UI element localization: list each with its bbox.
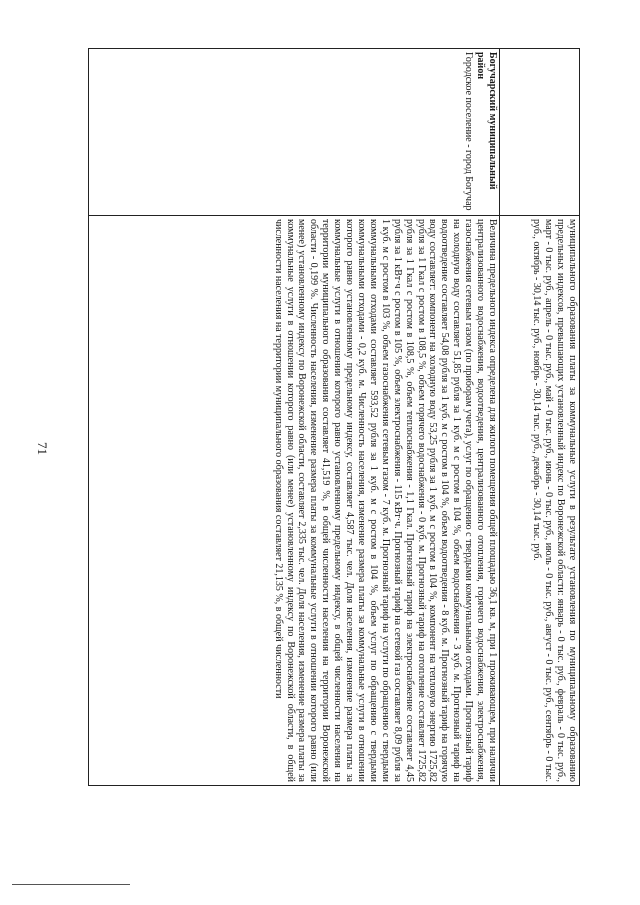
tariff-table [88,48,580,786]
scan-edge-line [12,884,130,885]
description-cell: муниципального образования платы за коммунальные услуги в результате установления по муниципальному образованию предельных индексов, превышающих установленный индекс по Воронежской области: январь - 0 тыс. руб., февраль - 0 тыс. руб., март - 0 тыс. руб., апрель - 0 тыс. руб., май - 0 тыс. руб., июнь - 0 тыс. руб., июль - 0 тыс. руб., август - 0 тыс. руб., сентябрь - 0 тыс. руб., октябрь - 30,14 тыс. руб., ноябрь - 30,14 тыс. руб., декабрь - 30,14 тыс. руб. [500,216,580,786]
municipality-cell [500,49,580,216]
municipality-cell [89,49,500,216]
description-cell: Величина предельного индекса определена для жилого помещения общей площадью 36,1 кв. м, при 1 проживающем, при наличии централизованного водоснабжения, водоотведения, централизованного отопления, горячего водоснабжения, электроснабжения, газоснабжения сетевым газом (по приборам учета), услуг по обращению с твердыми коммунальными отходами. Прогнозный тариф на холодную воду составляет 51,85 рубля за 1 куб. м с ростом в 104 %, объем водоснабжения - 3 куб. м. Прогнозный тариф на водоотведение составляет 54,08 рубля за 1 куб. м с ростом в 104 %, объем водоотведения - 8 куб. м. Прогнозный тариф на горячую воду составляет: компонент на холодную воду 53,25 рубля за 1 куб. м с ростом в 104 %, компонент на тепловую энергию 1725,82 рубля за 1 Гкал с ростом в 108,5 %, объем горячего водоснабжения - 0 куб. м. Прогнозный тариф на отопление составляет 1725,82 рубля за 1 Гкал с ростом в 108,5 %, объем теплоснабжения - 1,1 Гкал. Прогнозный тариф на электроснабжение составляет 4,45 рубля за 1 кВт·ч с ростом в 105 %, объем электроснабжения - 115 кВт·ч. Прогнозный тариф на сетевой газ составляет 8,09 рубля за 1 куб. м с ростом в 103 %, объем газоснабжения сетевым газом - 7 куб. м. Прогнозный тариф на услуги по обращению с твердыми коммунальными отходами составляет 593,52 рубля за 1 куб. м с ростом в 104 %, объем услуг по обращению с твердыми коммунальными отходами - 0,2 куб. м. Численность населения, изменение размера платы за коммунальные услуги в отношении которого равно установленному предельному индексу, составляет 4,587 тыс. чел. Доля населения, изменение размера платы за коммунальные услуги в отношении которого равно установленному предельному индексу, в общей численности населения на территории муниципального образования составляет 41,519 %, в общей численности населения на территории Воронежской области - 0,199 %. Численность населения, изменение размера платы за коммунальные услуги в отношении которого равно (или менее) установленному индексу по Воронежской области, составляет 2,335 тыс. чел. Доля населения, изменение размера платы за коммунальные услуги в отношении которого равно (или менее) установленному индексу по Воронежской области, в общей численности населения на территории муниципального образования составляет 21,135 %, в общей численности [89,216,500,786]
table-row [89,49,500,786]
settlement-name: Городское поселение - город Богучар [463,52,475,211]
rotated-page-content [88,48,580,786]
table-row [500,49,580,786]
district-name: Богучарский муниципальный район [475,52,498,190]
page-number: 71 [35,442,50,455]
